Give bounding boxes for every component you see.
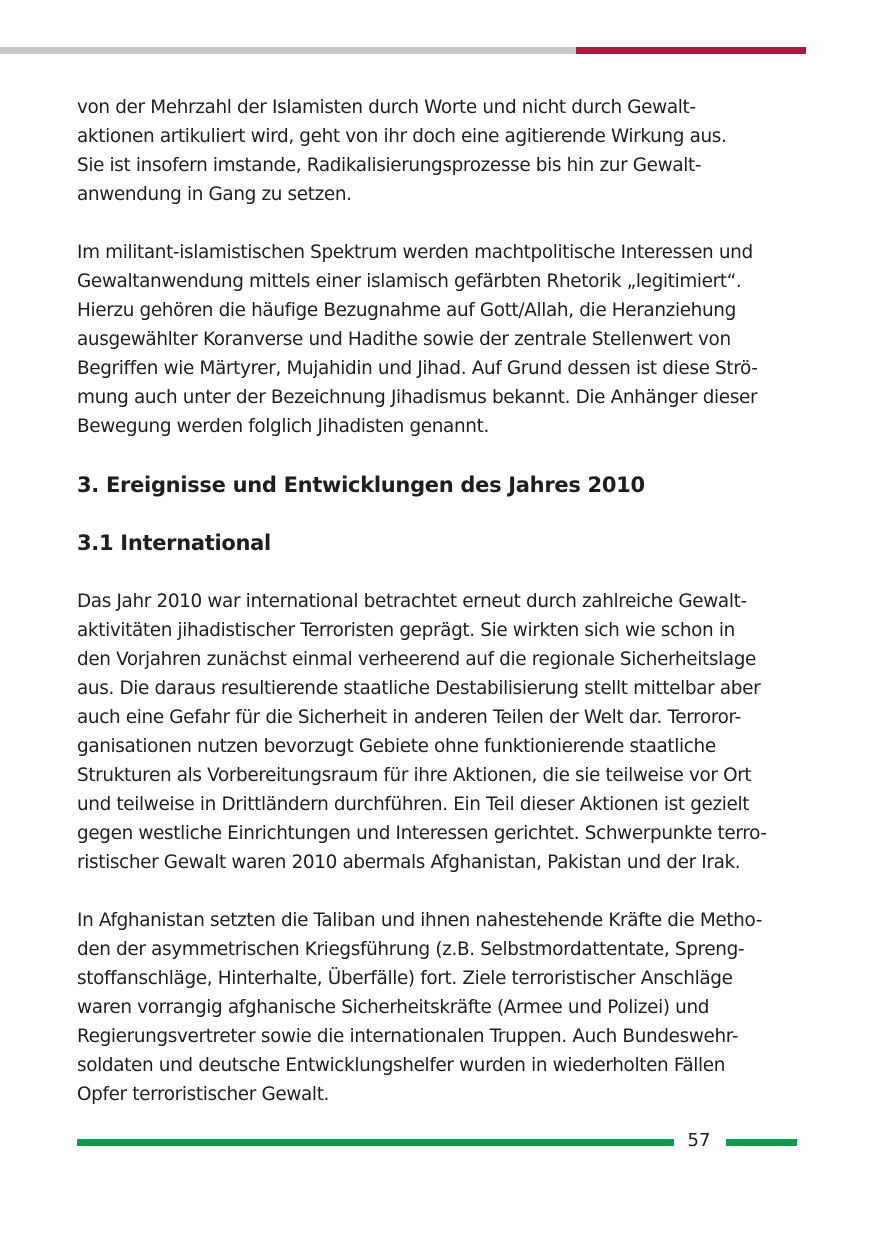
text-line: Strukturen als Vorbereitungsraum für ihre Aktionen, die sie teilweise vor Ort <box>77 765 752 786</box>
subsection-heading: 3.1 International <box>77 531 271 555</box>
footer-rule-left <box>77 1139 674 1146</box>
page-number: 57 <box>687 1130 711 1151</box>
text-line: Regierungsvertreter sowie die internationalen Truppen. Auch Bundeswehr- <box>77 1026 739 1047</box>
text-line: Gewaltanwendung mittels einer islamisch gefärbten Rhetorik „legitimiert“. <box>77 271 742 292</box>
paragraph-3 <box>77 587 782 877</box>
header-rule-gray <box>0 47 576 54</box>
text-line: Begriffen wie Märtyrer, Mujahidin und Jihad. Auf Grund dessen ist diese Strö- <box>77 358 758 379</box>
text-line: von der Mehrzahl der Islamisten durch Worte und nicht durch Gewalt- <box>77 97 696 118</box>
text-line: Das Jahr 2010 war international betrachtet erneut durch zahlreiche Gewalt- <box>77 591 747 612</box>
header-rule-accent <box>576 47 806 54</box>
text-line: Bewegung werden folglich Jihadisten genannt. <box>77 416 489 437</box>
paragraph-2 <box>77 238 782 441</box>
text-line: mung auch unter der Bezeichnung Jihadismus bekannt. Die Anhänger dieser <box>77 387 758 408</box>
text-line: Hierzu gehören die häufige Bezugnahme auf Gott/Allah, die Heranziehung <box>77 300 736 321</box>
text-line: anwendung in Gang zu setzen. <box>77 184 352 205</box>
text-line: aktionen artikuliert wird, geht von ihr doch eine agitierende Wirkung aus. <box>77 126 727 147</box>
paragraph-1 <box>77 93 782 209</box>
text-line: aktivitäten jihadistischer Terroristen geprägt. Sie wirkten sich wie schon in <box>77 620 735 641</box>
footer-rule-right <box>726 1139 797 1146</box>
text-line: waren vorrangig afghanische Sicherheitskräfte (Armee und Polizei) und <box>77 997 710 1018</box>
paragraph-4 <box>77 906 782 1109</box>
text-line: ganisationen nutzen bevorzugt Gebiete ohne funktionierende staatliche <box>77 736 716 757</box>
text-line: und teilweise in Drittländern durchführen. Ein Teil dieser Aktionen ist gezielt <box>77 794 750 815</box>
text-line: Sie ist insofern imstande, Radikalisierungsprozesse bis hin zur Gewalt- <box>77 155 702 176</box>
text-line: soldaten und deutsche Entwicklungshelfer wurden in wiederholten Fällen <box>77 1055 726 1076</box>
text-line: Opfer terroristischer Gewalt. <box>77 1084 330 1105</box>
text-line: auch eine Gefahr für die Sicherheit in anderen Teilen der Welt dar. Terroror- <box>77 707 741 728</box>
text-line: aus. Die daraus resultierende staatliche Destabilisierung stellt mittelbar aber <box>77 678 761 699</box>
text-line: den Vorjahren zunächst einmal verheerend auf die regionale Sicherheitslage <box>77 649 757 670</box>
text-line: ristischer Gewalt waren 2010 abermals Afghanistan, Pakistan und der Irak. <box>77 852 741 873</box>
text-line: den der asymmetrischen Kriegsführung (z.B. Selbstmordattentate, Spreng- <box>77 939 745 960</box>
text-line: ausgewählter Koranverse und Hadithe sowie der zentrale Stellenwert von <box>77 329 731 350</box>
page-body <box>77 93 782 1138</box>
section-heading: 3. Ereignisse und Entwicklungen des Jahres 2010 <box>77 473 645 497</box>
text-line: gegen westliche Einrichtungen und Interessen gerichtet. Schwerpunkte terro- <box>77 823 767 844</box>
text-line: stoffanschläge, Hinterhalte, Überfälle) fort. Ziele terroristischer Anschläge <box>77 968 733 989</box>
text-line: Im militant-islamistischen Spektrum werden machtpolitische Interessen und <box>77 242 753 263</box>
text-line: In Afghanistan setzten die Taliban und ihnen nahestehende Kräfte die Metho- <box>77 910 763 931</box>
